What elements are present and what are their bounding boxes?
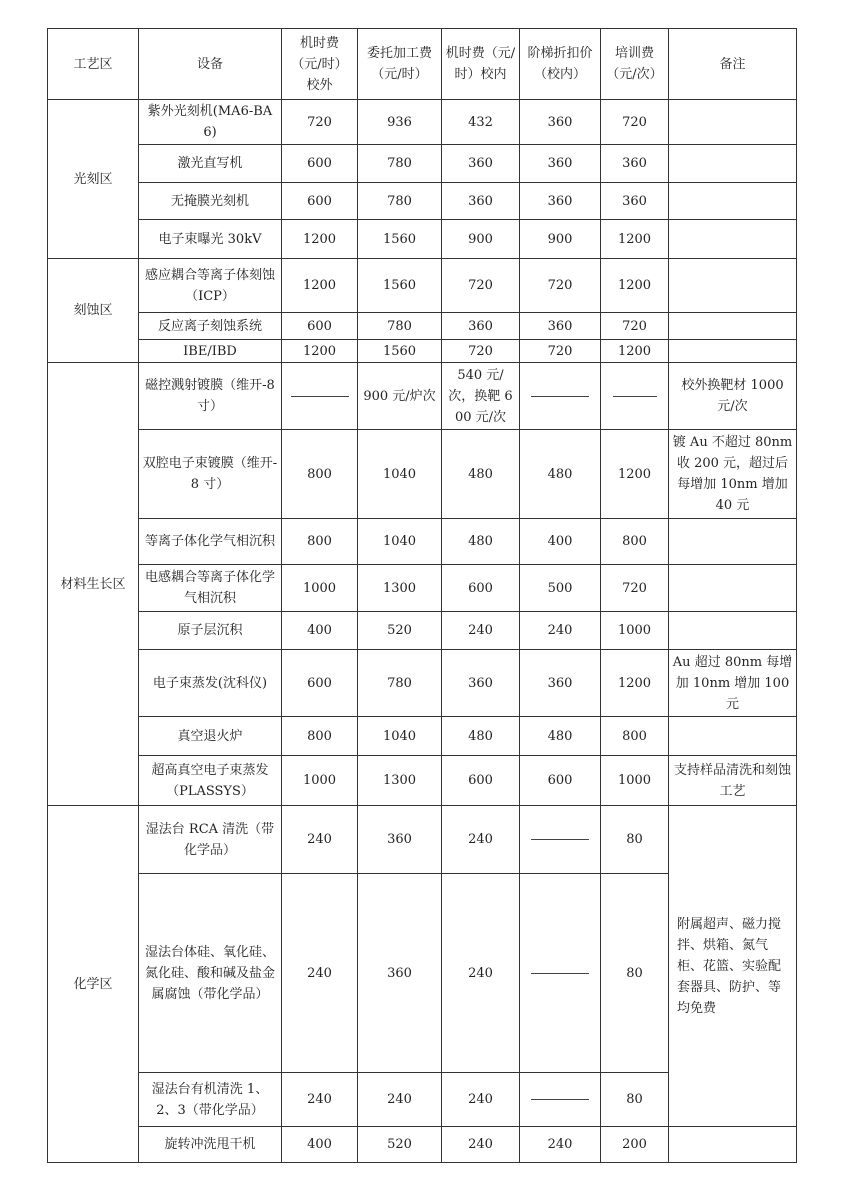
header-cell: 阶梯折扣价（校内） <box>520 29 601 100</box>
tier-cell: 600 <box>520 756 601 806</box>
ext-cell: 1000 <box>282 756 358 806</box>
header-cell: 机时费（元/时）校内 <box>442 29 520 100</box>
header-cell: 设备 <box>139 29 282 100</box>
entrust-cell: 936 <box>358 100 442 145</box>
train-cell: 1200 <box>601 340 669 363</box>
train-cell: 1000 <box>601 756 669 806</box>
int-cell: 240 <box>442 612 520 650</box>
int-cell: 360 <box>442 145 520 183</box>
device-cell: 旋转冲洗甩干机 <box>139 1127 282 1163</box>
ext-cell: 800 <box>282 430 358 519</box>
note-cell <box>669 717 797 756</box>
train-cell: 360 <box>601 145 669 183</box>
int-cell: 240 <box>442 1073 520 1127</box>
zone-cell: 材料生长区 <box>48 363 139 806</box>
train-cell: 720 <box>601 565 669 612</box>
int-cell: 720 <box>442 340 520 363</box>
device-cell: 磁控溅射镀膜（维开-8 寸） <box>139 363 282 430</box>
note-cell <box>669 100 797 145</box>
entrust-cell: 1300 <box>358 565 442 612</box>
entrust-cell: 1040 <box>358 430 442 519</box>
header-cell: 培训费（元/次） <box>601 29 669 100</box>
tier-cell: 400 <box>520 519 601 565</box>
ext-cell: 600 <box>282 183 358 220</box>
fee-table <box>47 28 797 1163</box>
int-cell: 480 <box>442 717 520 756</box>
header-row <box>48 29 797 100</box>
entrust-cell: 780 <box>358 313 442 340</box>
table-row <box>48 565 797 612</box>
int-cell: 240 <box>442 1127 520 1163</box>
ext-cell: 600 <box>282 145 358 183</box>
int-cell: 240 <box>442 874 520 1073</box>
entrust-cell: 1560 <box>358 340 442 363</box>
zone-cell: 光刻区 <box>48 100 139 259</box>
entrust-cell: 1560 <box>358 259 442 313</box>
int-cell: 240 <box>442 806 520 874</box>
device-cell: 湿法台 RCA 清洗（带化学品） <box>139 806 282 874</box>
tier-cell: 360 <box>520 183 601 220</box>
note-cell <box>669 1127 797 1163</box>
table-row <box>48 340 797 363</box>
entrust-cell: 520 <box>358 1127 442 1163</box>
header-cell: 工艺区 <box>48 29 139 100</box>
ext-cell: 1000 <box>282 565 358 612</box>
train-cell <box>601 363 669 430</box>
entrust-cell: 240 <box>358 1073 442 1127</box>
table-row <box>48 363 797 430</box>
int-cell: 900 <box>442 220 520 259</box>
train-cell: 800 <box>601 519 669 565</box>
table-row <box>48 220 797 259</box>
tier-cell: 360 <box>520 313 601 340</box>
table-row <box>48 650 797 717</box>
note-cell <box>669 519 797 565</box>
int-cell: 432 <box>442 100 520 145</box>
dash-placeholder <box>531 839 589 840</box>
note-cell: 镀 Au 不超过 80nm 收 200 元，超过后每增加 10nm 增加 40 元 <box>669 430 797 519</box>
device-cell: 电子束曝光 30kV <box>139 220 282 259</box>
note-cell <box>669 565 797 612</box>
table-row <box>48 612 797 650</box>
dash-placeholder <box>531 396 589 397</box>
header-cell: 委托加工费（元/时） <box>358 29 442 100</box>
table-row <box>48 313 797 340</box>
table-row <box>48 259 797 313</box>
header-cell: 备注 <box>669 29 797 100</box>
entrust-cell: 900 元/炉次 <box>358 363 442 430</box>
device-cell: 超高真空电子束蒸发（PLASSYS） <box>139 756 282 806</box>
tier-cell: 500 <box>520 565 601 612</box>
train-cell: 1200 <box>601 430 669 519</box>
train-cell: 1200 <box>601 259 669 313</box>
tier-cell: 360 <box>520 650 601 717</box>
table-row <box>48 519 797 565</box>
table-row <box>48 717 797 756</box>
ext-cell: 800 <box>282 717 358 756</box>
device-cell: 双腔电子束镀膜（维开-8 寸） <box>139 430 282 519</box>
note-cell <box>669 340 797 363</box>
device-cell: 反应离子刻蚀系统 <box>139 313 282 340</box>
train-cell: 200 <box>601 1127 669 1163</box>
entrust-cell: 780 <box>358 145 442 183</box>
tier-cell: 360 <box>520 100 601 145</box>
ext-cell: 240 <box>282 1073 358 1127</box>
entrust-cell: 1040 <box>358 717 442 756</box>
train-cell: 360 <box>601 183 669 220</box>
entrust-cell: 1040 <box>358 519 442 565</box>
tier-cell <box>520 1073 601 1127</box>
ext-cell: 400 <box>282 1127 358 1163</box>
note-cell: 校外换靶材 1000 元/次 <box>669 363 797 430</box>
train-cell: 80 <box>601 1073 669 1127</box>
int-cell: 360 <box>442 313 520 340</box>
int-cell: 360 <box>442 183 520 220</box>
dash-placeholder <box>613 396 657 397</box>
tier-cell: 900 <box>520 220 601 259</box>
device-cell: 激光直写机 <box>139 145 282 183</box>
entrust-cell: 360 <box>358 806 442 874</box>
int-cell: 720 <box>442 259 520 313</box>
ext-cell: 800 <box>282 519 358 565</box>
device-cell: 电子束蒸发(沈科仪) <box>139 650 282 717</box>
device-cell: 原子层沉积 <box>139 612 282 650</box>
train-cell: 720 <box>601 100 669 145</box>
tier-cell: 240 <box>520 1127 601 1163</box>
dash-placeholder <box>531 1099 589 1100</box>
note-cell: 支持样品清洗和刻蚀工艺 <box>669 756 797 806</box>
tier-cell: 720 <box>520 340 601 363</box>
zone-cell: 刻蚀区 <box>48 259 139 363</box>
int-cell: 480 <box>442 519 520 565</box>
tier-cell: 480 <box>520 430 601 519</box>
train-cell: 80 <box>601 806 669 874</box>
dash-placeholder <box>291 396 349 397</box>
table-row <box>48 806 797 874</box>
entrust-cell: 1300 <box>358 756 442 806</box>
table-row <box>48 756 797 806</box>
note-cell <box>669 612 797 650</box>
ext-cell: 1200 <box>282 259 358 313</box>
device-cell: 电感耦合等离子体化学气相沉积 <box>139 565 282 612</box>
train-cell: 720 <box>601 313 669 340</box>
device-cell: 等离子体化学气相沉积 <box>139 519 282 565</box>
entrust-cell: 1560 <box>358 220 442 259</box>
note-cell <box>669 220 797 259</box>
table-row <box>48 183 797 220</box>
entrust-cell: 780 <box>358 183 442 220</box>
train-cell: 1200 <box>601 650 669 717</box>
note-cell: 附属超声、磁力搅拌、烘箱、氮气柜、花篮、实验配套器具、防护、等均免费 <box>669 806 797 1127</box>
note-cell <box>669 313 797 340</box>
tier-cell: 480 <box>520 717 601 756</box>
header-cell: 机时费（元/时）校外 <box>282 29 358 100</box>
ext-cell: 400 <box>282 612 358 650</box>
table-row <box>48 430 797 519</box>
tier-cell: 240 <box>520 612 601 650</box>
int-cell: 600 <box>442 565 520 612</box>
ext-cell: 240 <box>282 806 358 874</box>
int-cell: 360 <box>442 650 520 717</box>
int-cell: 540 元/次，换靶 600 元/次 <box>442 363 520 430</box>
tier-cell <box>520 806 601 874</box>
tier-cell: 360 <box>520 145 601 183</box>
device-cell: 感应耦合等离子体刻蚀（ICP） <box>139 259 282 313</box>
ext-cell: 600 <box>282 650 358 717</box>
ext-cell: 600 <box>282 313 358 340</box>
int-cell: 600 <box>442 756 520 806</box>
device-cell: 紫外光刻机(MA6-BA6) <box>139 100 282 145</box>
device-cell: 湿法台体硅、氧化硅、氮化硅、酸和碱及盐金属腐蚀（带化学品） <box>139 874 282 1073</box>
note-cell <box>669 183 797 220</box>
table-row <box>48 145 797 183</box>
entrust-cell: 360 <box>358 874 442 1073</box>
table-row <box>48 1127 797 1163</box>
train-cell: 800 <box>601 717 669 756</box>
entrust-cell: 520 <box>358 612 442 650</box>
table-row <box>48 100 797 145</box>
ext-cell: 1200 <box>282 220 358 259</box>
device-cell: 无掩膜光刻机 <box>139 183 282 220</box>
ext-cell <box>282 363 358 430</box>
train-cell: 1000 <box>601 612 669 650</box>
tier-cell: 720 <box>520 259 601 313</box>
note-cell <box>669 259 797 313</box>
zone-cell: 化学区 <box>48 806 139 1163</box>
ext-cell: 720 <box>282 100 358 145</box>
entrust-cell: 780 <box>358 650 442 717</box>
tier-cell <box>520 874 601 1073</box>
ext-cell: 1200 <box>282 340 358 363</box>
tier-cell <box>520 363 601 430</box>
int-cell: 480 <box>442 430 520 519</box>
train-cell: 80 <box>601 874 669 1073</box>
train-cell: 1200 <box>601 220 669 259</box>
note-cell: Au 超过 80nm 每增加 10nm 增加 100 元 <box>669 650 797 717</box>
note-cell <box>669 145 797 183</box>
device-cell: 真空退火炉 <box>139 717 282 756</box>
device-cell: 湿法台有机清洗 1、2、3（带化学品） <box>139 1073 282 1127</box>
ext-cell: 240 <box>282 874 358 1073</box>
device-cell: IBE/IBD <box>139 340 282 363</box>
dash-placeholder <box>531 973 589 974</box>
